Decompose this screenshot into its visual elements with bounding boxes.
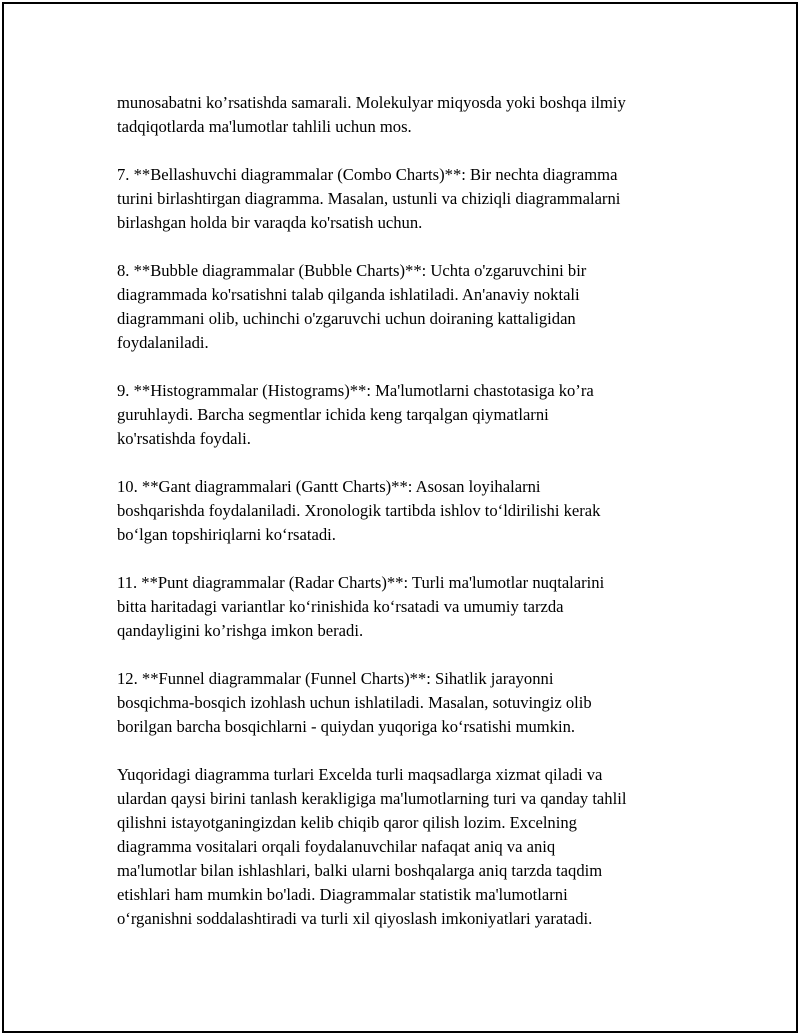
- paragraph-histograms: [117, 379, 717, 451]
- text-line: birlashgan holda bir varaqda ko'rsatish uchun.: [117, 213, 423, 232]
- document-body: [117, 91, 717, 931]
- text-line: boshqarishda foydalaniladi. Xronologik tartibda ishlov to‘ldirilishi kerak: [117, 501, 601, 520]
- paragraph-radar-charts: [117, 571, 717, 643]
- paragraph-combo-charts: [117, 163, 717, 235]
- text-line: foydalaniladi.: [117, 333, 209, 352]
- paragraph-intro-continuation: [117, 91, 717, 139]
- text-line: diagrammani olib, uchinchi o'zgaruvchi uchun doiraning kattaligidan: [117, 309, 576, 328]
- text-line: 7. **Bellashuvchi diagrammalar (Combo Charts)**: Bir nechta diagramma: [117, 165, 618, 184]
- text-line: o‘rganishni soddalashtiradi va turli xil qiyoslash imkoniyatlari yaratadi.: [117, 909, 593, 928]
- text-line: guruhlaydi. Barcha segmentlar ichida keng tarqalgan qiymatlarni: [117, 405, 549, 424]
- text-line: ulardan qaysi birini tanlash kerakligiga ma'lumotlarning turi va qanday tahlil: [117, 789, 627, 808]
- text-line: 12. **Funnel diagrammalar (Funnel Charts)**: Sihatlik jarayonni: [117, 669, 554, 688]
- text-line: ma'lumotlar bilan ishlashlari, balki ularni boshqalarga aniq tarzda taqdim: [117, 861, 603, 880]
- text-line: bosqichma-bosqich izohlash uchun ishlatiladi. Masalan, sotuvingiz olib: [117, 693, 592, 712]
- text-line: diagramma vositalari orqali foydalanuvchilar nafaqat aniq va aniq: [117, 837, 556, 856]
- paragraph-gantt-charts: [117, 475, 717, 547]
- text-line: borilgan barcha bosqichlarni - quiydan yuqoriga ko‘rsatishi mumkin.: [117, 717, 576, 736]
- text-line: 11. **Punt diagrammalar (Radar Charts)**: Turli ma'lumotlar nuqtalarini: [117, 573, 605, 592]
- text-line: turini birlashtirgan diagramma. Masalan, ustunli va chiziqli diagrammalarni: [117, 189, 621, 208]
- text-line: 8. **Bubble diagrammalar (Bubble Charts)**: Uchta o'zgaruvchini bir: [117, 261, 587, 280]
- text-line: bo‘lgan topshiriqlarni ko‘rsatadi.: [117, 525, 336, 544]
- text-line: qandayligini ko’rishga imkon beradi.: [117, 621, 364, 640]
- text-line: qilishni istayotganingizdan kelib chiqib qaror qilish lozim. Excelning: [117, 813, 577, 832]
- paragraph-funnel-charts: [117, 667, 717, 739]
- paragraph-bubble-charts: [117, 259, 717, 355]
- text-line: etishlari ham mumkin bo'ladi. Diagrammalar statistik ma'lumotlarni: [117, 885, 568, 904]
- text-line: bitta haritadagi variantlar ko‘rinishida ko‘rsatadi va umumiy tarzda: [117, 597, 564, 616]
- text-line: 9. **Histogrammalar (Histograms)**: Ma'lumotlarni chastotasiga ko’ra: [117, 381, 594, 400]
- paragraph-conclusion: [117, 763, 717, 931]
- text-line: tadqiqotlarda ma'lumotlar tahlili uchun mos.: [117, 117, 412, 136]
- text-line: diagrammada ko'rsatishni talab qilganda ishlatiladi. An'anaviy noktali: [117, 285, 580, 304]
- text-line: munosabatni ko’rsatishda samarali. Molekulyar miqyosda yoki boshqa ilmiy: [117, 93, 626, 112]
- text-line: 10. **Gant diagrammalari (Gantt Charts)**: Asosan loyihalarni: [117, 477, 541, 496]
- text-line: ko'rsatishda foydali.: [117, 429, 251, 448]
- text-line: Yuqoridagi diagramma turlari Excelda turli maqsadlarga xizmat qiladi va: [117, 765, 603, 784]
